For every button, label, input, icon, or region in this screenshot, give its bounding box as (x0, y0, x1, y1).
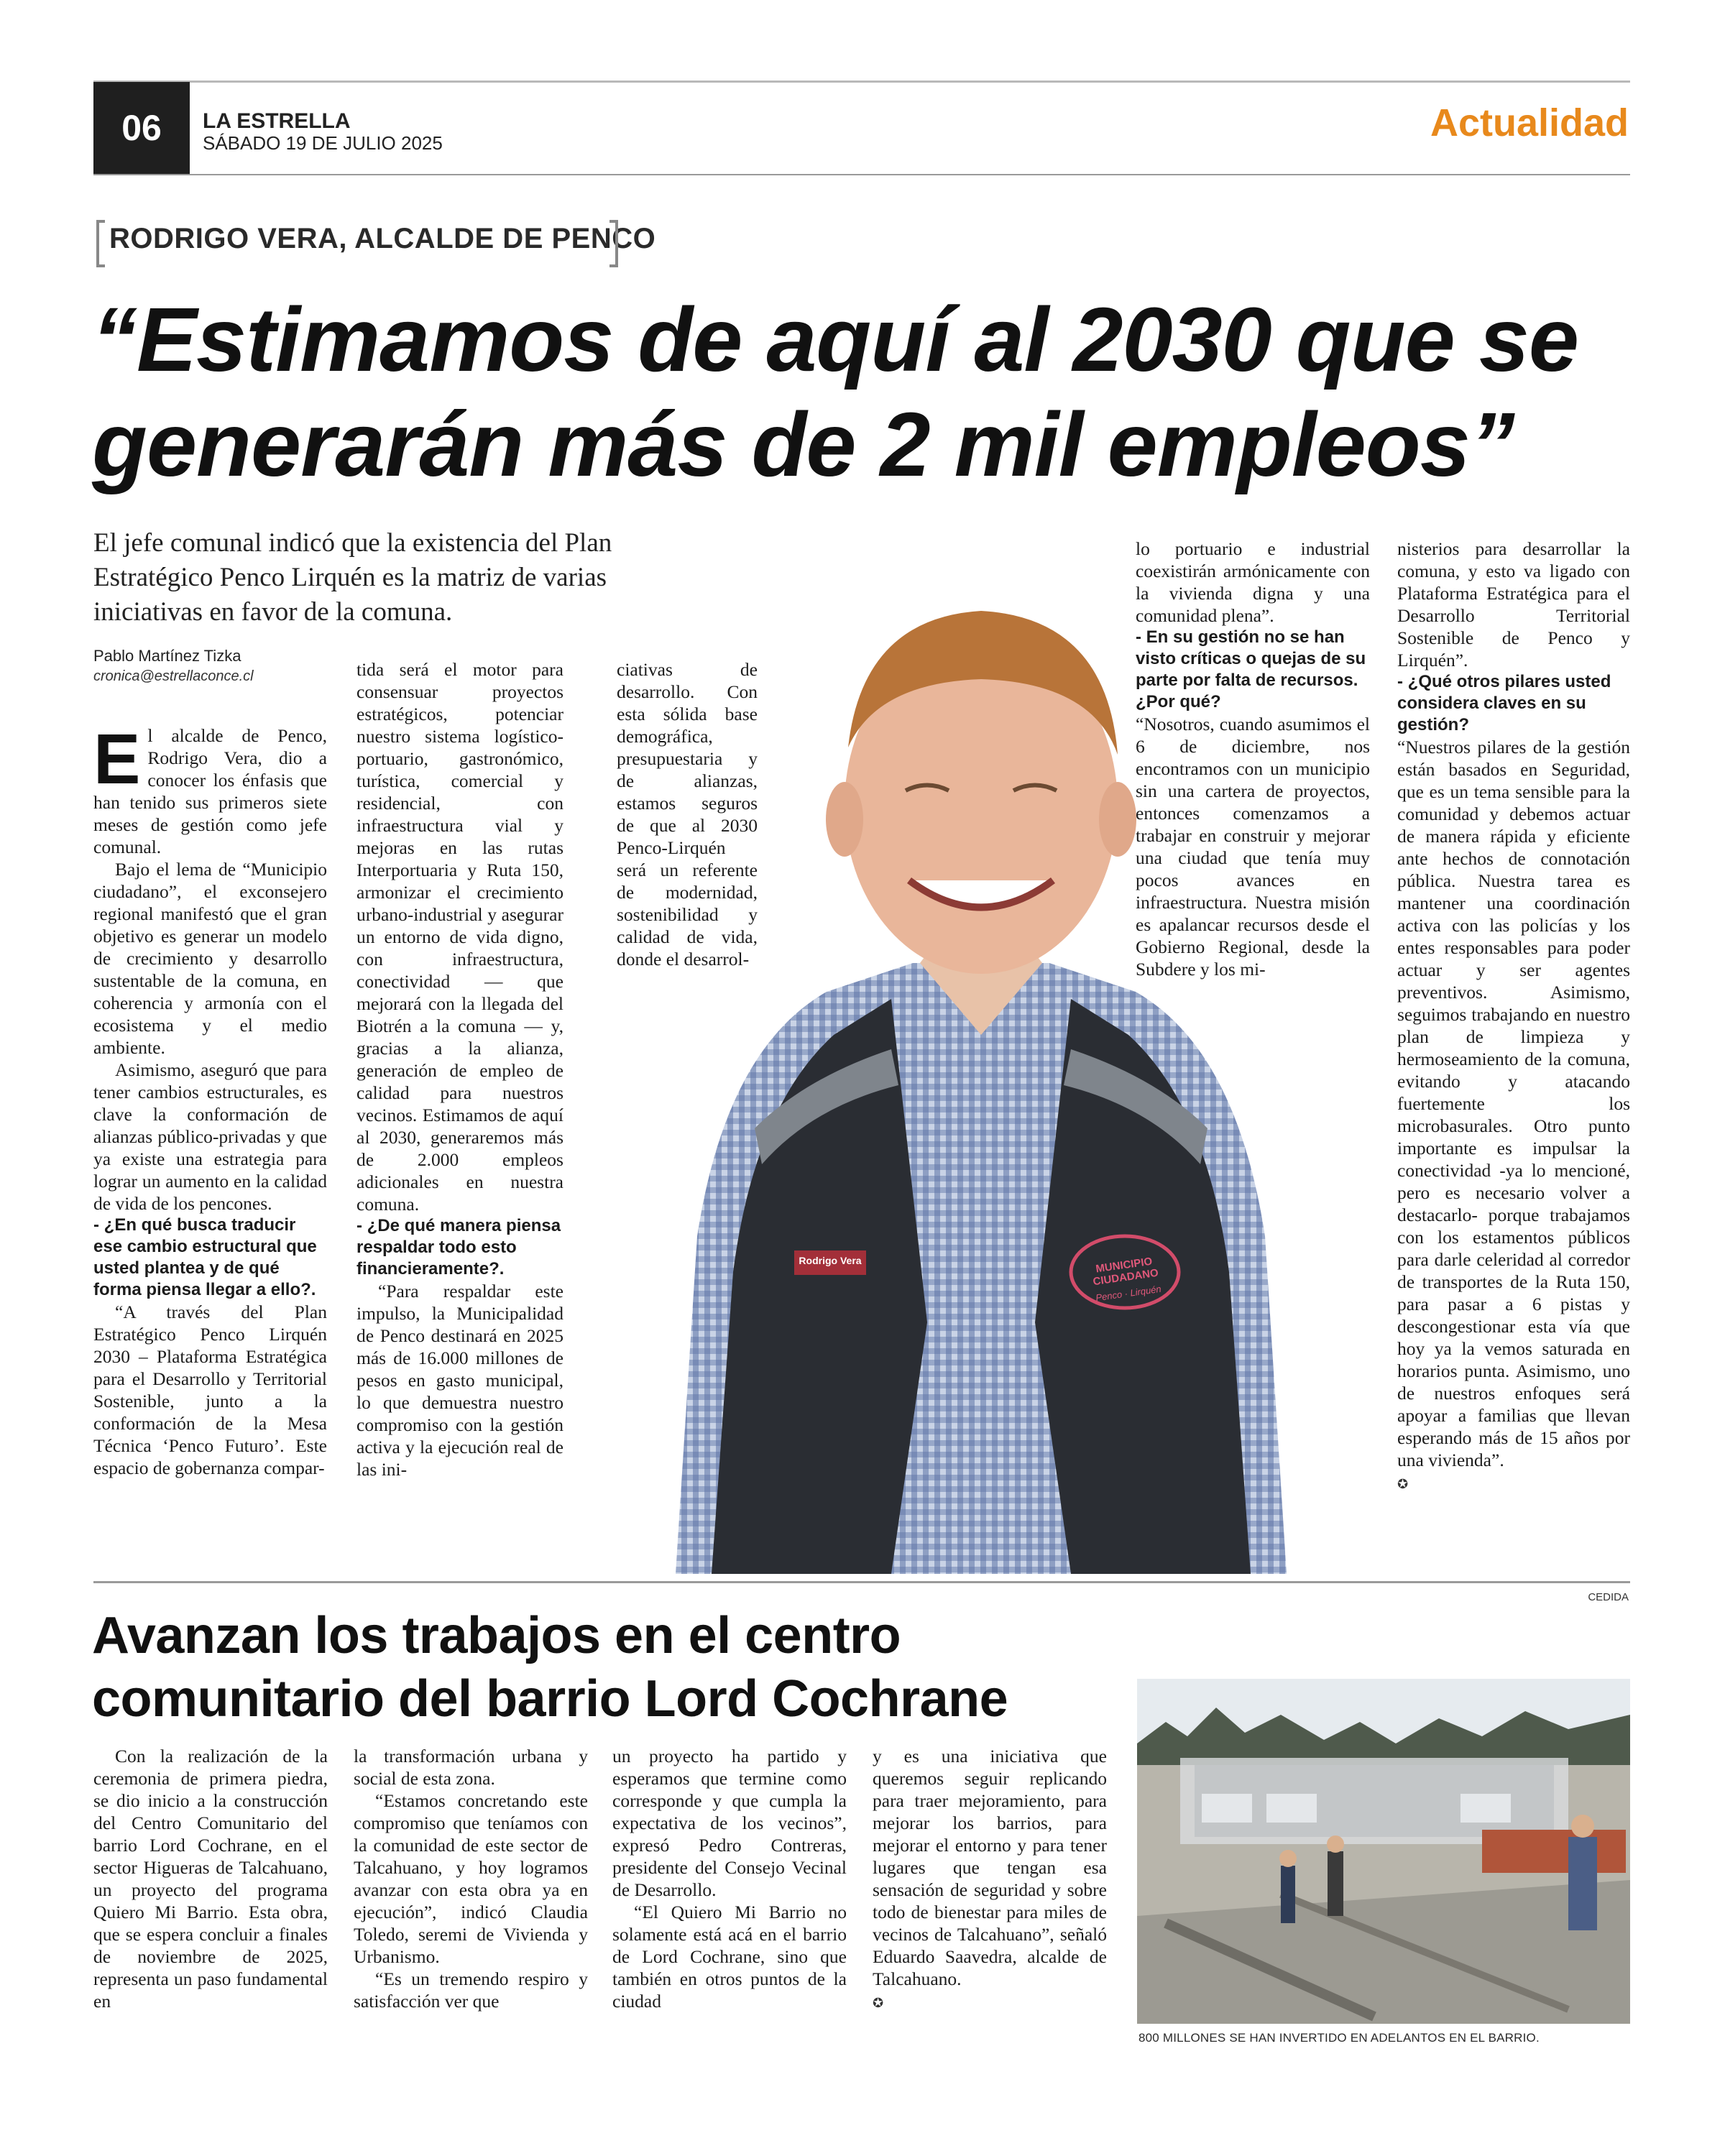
paragraph: tida será el motor para consensuar proyectos estratégicos, potenciar nuestro sistema logístico-portuario, gastronómico, turística, comercial y residencial, con infraestructura vial y mejoras en las rutas Interportuaria y Ruta 150, armonizar el crecimiento urbano-industrial y asegurar un entorno de vida digno, con infraestructura, conectividad — que mejorará con la llegada del Biotrén a la comuna — y, gracias a la alianza, generación de empleo de calidad para nuestros vecinos. Estimamos de aquí al 2030, generaremos más de 2.000 empleos adicionales en nuestra comuna. (356, 659, 564, 1215)
vest-name-tag: Rodrigo Vera (799, 1255, 862, 1266)
page-number: 06 (121, 108, 162, 148)
section-label: Actualidad (1430, 101, 1629, 144)
paragraph: “El Quiero Mi Barrio no solamente está acá en el barrio de Lord Cochrane, sino que también en otros puntos de la ciudad (612, 1902, 847, 2012)
paragraph: Asimismo, aseguró que para tener cambios estructurales, es clave la conformación de alianzas público-privadas y que ya existe una estrategia para lograr un aumento en la calidad de vida de los pencones. (93, 1059, 327, 1214)
interview-question: - En su gestión no se han visto críticas o quejas de su parte por falta de recursos. ¿Por qué? (1136, 627, 1366, 711)
paragraph: “Es un tremendo respiro y satisfacción ver que (354, 1968, 588, 2012)
interview-question: - ¿De qué manera piensa respaldar todo esto financieramente?. (356, 1216, 561, 1279)
article2-headline-line-2: comunitario del barrio Lord Cochrane (92, 1670, 1008, 1728)
paragraph: “Nuestros pilares de la gestión están basados en Seguridad, que es un tema sensible para la comunidad y debemos actuar de manera rápida y eficiente ante hechos de connotación pública. Nuestra tarea es mantener una coordinación activa con las policías y los entes responsables para poder actuar y ser agentes preventivos. Asimismo, seguimos trabajando en nuestro plan de limpieza y hermoseamiento de la comuna, evitando y atacando fuertemente los microbasurales. Otro punto importante es impulsar la conectividad -ya lo mencioné, pero es necesario volver a destacarlo- porque trabajamos con los estamentos públicos para darle celeridad al corredor de transportes de la Ruta 150, para pasar a 6 pistas y descongestionar esta vía que hoy ya la vemos saturada en horarios punta. Asimismo, uno de nuestros enfoques será apoyar a familias que llevan esperando más de 15 años por una vivienda”. (1397, 737, 1630, 1470)
photo-caption: 800 MILLONES SE HAN INVERTIDO EN ADELANTOS EN EL BARRIO. (1138, 2031, 1540, 2045)
paragraph: ciativas de desarrollo. Con esta sólida base demográfica, presupuestaria y de alianzas, estamos seguros de que al 2030 Penco-Lirquén será un referente de modernidad, sostenibilidad y calidad de vida, donde el desarrol- (617, 659, 758, 969)
byline-email[interactable]: cronica@estrellaconce.cl (93, 668, 254, 684)
construction-illustration (1137, 1679, 1630, 2024)
paragraph: Bajo el lema de “Municipio ciudadano”, el exconsejero regional manifestó que el gran objetivo es generar un modelo de crecimiento y desarrollo sustentable de la comuna, en coherencia y armonía con el ecosistema y el medio ambiente. (93, 859, 327, 1058)
paragraph: la transformación urbana y social de esta zona. (354, 1746, 588, 1789)
construction-photo (1137, 1679, 1630, 2024)
paragraph: y es una iniciativa que queremos seguir replicando para traer mejoramiento, para mejorar los barrios, para mejorar el entorno y para tener lugares que tengan esa sensación de seguridad y sobre todo de bienestar para miles de vecinos de Talcahuano”, señaló Eduardo Saavedra, alcalde de Talcahuano. (873, 1746, 1107, 1989)
article2-column-1 (93, 1745, 328, 2012)
article2-column-3 (612, 1745, 847, 2012)
interview-question: - ¿En qué busca traducir ese cambio estructural que usted plantea y de qué forma piensa llegar a ello?. (93, 1215, 317, 1299)
headline-line-2: generarán más de 2 mil empleos” (92, 394, 1514, 495)
vest-logo-subtext: Penco · Lirquén (1095, 1283, 1162, 1304)
article2-column-4 (873, 1745, 1107, 2014)
article2-headline (92, 1604, 1170, 1731)
paragraph: lo portuario e industrial coexistirán armónicamente con la vivienda digna y una comunidad plena”. (1136, 538, 1370, 626)
lead: El jefe comunal indicó que la existencia del Plan Estratégico Penco Lirquén es la matriz de varias iniciativas en favor de la comuna. (93, 528, 612, 627)
end-of-article-icon: ✪ (1397, 1477, 1409, 1492)
kicker-bracket-right (610, 220, 618, 267)
article1-column-4 (1136, 538, 1370, 980)
article2-headline-line-1: Avanzan los trabajos en el centro (92, 1607, 901, 1664)
issue-date: SÁBADO 19 DE JULIO 2025 (203, 132, 443, 154)
kicker: RODRIGO VERA, ALCALDE DE PENCO (109, 223, 656, 254)
byline-author: Pablo Martínez Tizka (93, 647, 242, 665)
paragraph: “A través del Plan Estratégico Penco Lirquén 2030 – Plataforma Estratégica para el Desarrollo y Territorial Sostenible, junto a la conformación de la Mesa Técnica ‘Penco Futuro’. Este espacio de gobernanza compar- (93, 1302, 327, 1478)
dropcap: E (93, 719, 141, 798)
paragraph: nisterios para desarrollar la comuna, y esto va ligado con Plataforma Estratégica para el Desarrollo Territorial Sostenible de Penco y Lirquén”. (1397, 538, 1630, 671)
newspaper-name: LA ESTRELLA (203, 109, 351, 133)
paragraph: “Estamos concretando este compromiso que teníamos con la comunidad de este sector de Talcahuano, y hoy logramos avanzar con esta obra ya en ejecución”, indicó Claudia Toledo, seremi de Vivienda y Urbanismo. (354, 1790, 588, 1967)
paragraph: un proyecto ha partido y esperamos que termine como corresponde y que cumpla la expectativa de los vecinos”, expresó Pedro Contreras, presidente del Consejo Vecinal de Desarrollo. (612, 1746, 847, 1900)
photo-credit: CEDIDA (1588, 1591, 1629, 1603)
page-number-box (93, 82, 190, 174)
kicker-bracket-left (96, 220, 105, 267)
article1-column-2 (356, 658, 564, 1480)
article2-column-2 (354, 1745, 588, 2012)
article-divider (93, 1581, 1630, 1583)
paragraph: “Para respaldar este impulso, la Municipalidad de Penco destinará en 2025 más de 16.000 millones de pesos en gasto municipal, lo que demuestra nuestro compromiso con la gestión activa y la ejecución real de las ini- (356, 1281, 564, 1480)
end-of-article-icon: ✪ (873, 1996, 884, 2011)
article1-column-1 (93, 719, 327, 1479)
paragraph: Con la realización de la ceremonia de primera piedra, se dio inicio a la construcción del Centro Comunitario del barrio Lord Cochrane, en el sector Higueras de Talcahuano, un proyecto del programa Quiero Mi Barrio. Esta obra, que se espera concluir a finales de noviembre de 2025, representa un paso fundamental en (93, 1746, 328, 2012)
headline-line-1: “Estimamos de aquí al 2030 que se (92, 289, 1578, 390)
interview-question: - ¿Qué otros pilares usted considera claves en su gestión? (1397, 672, 1611, 734)
vest-logo-text: MUNICIPIO CIUDADANO (1092, 1255, 1159, 1289)
paragraph: “Nosotros, cuando asumimos el 6 de diciembre, nos encontramos con un municipio sin una cartera de proyectos, entonces comenzamos a trabajar en construir y mejorar una ciudad que tenía muy pocos avances en infraestructura. Nuestra misión es apalancar recursos desde el Gobierno Regional, desde la Subdere y los mi- (1136, 714, 1370, 980)
article1-column-3 (617, 658, 758, 970)
article1-column-5 (1397, 538, 1630, 1496)
top-rule (93, 80, 1630, 83)
paragraph: l alcalde de Penco, Rodrigo Vera, dio a conocer los énfasis que han tenido sus primeros siete meses de gestión como jefe comunal. (93, 725, 327, 857)
header-rule (93, 174, 1630, 175)
headline (92, 287, 1644, 497)
